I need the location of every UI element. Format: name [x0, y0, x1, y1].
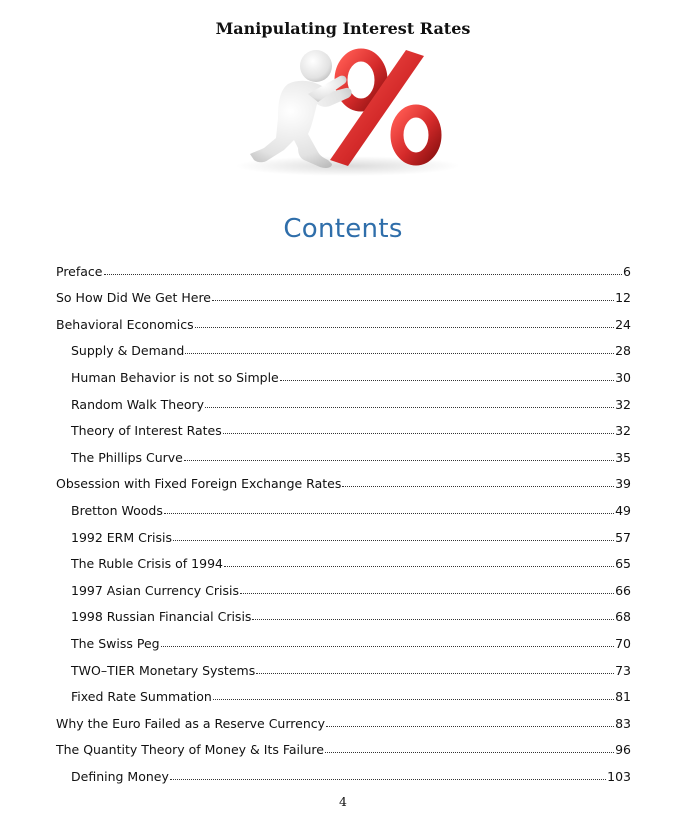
toc-entry-page-number[interactable]: 68	[615, 609, 631, 625]
toc-entry-label[interactable]: Obsession with Fixed Foreign Exchange Rates	[56, 476, 342, 492]
toc-entry[interactable]	[56, 704, 631, 731]
toc-entry-label[interactable]: 1992 ERM Crisis	[71, 529, 172, 545]
toc-entry[interactable]	[56, 624, 631, 651]
toc-entry-page-number[interactable]: 6	[623, 263, 631, 279]
toc-dot-leader	[326, 726, 614, 727]
toc-entry-page-number[interactable]: 103	[607, 768, 631, 784]
toc-entry-label[interactable]: Supply & Demand	[71, 343, 185, 359]
toc-entry[interactable]	[56, 412, 631, 439]
white-figure-icon	[250, 50, 352, 168]
toc-entry-page-number[interactable]: 73	[615, 662, 631, 678]
toc-entry[interactable]	[56, 518, 631, 545]
toc-dot-leader	[205, 407, 614, 408]
toc-entry-page-number[interactable]: 30	[615, 369, 631, 385]
toc-entry-label[interactable]: The Ruble Crisis of 1994	[71, 556, 223, 572]
toc-dot-leader	[173, 540, 614, 541]
toc-dot-leader	[256, 673, 614, 674]
toc-entry[interactable]	[56, 598, 631, 625]
toc-dot-leader	[195, 327, 614, 328]
toc-entry-label[interactable]: So How Did We Get Here	[56, 290, 211, 306]
toc-entry-page-number[interactable]: 81	[615, 689, 631, 705]
toc-entry-page-number[interactable]: 66	[615, 582, 631, 598]
toc-entry[interactable]	[56, 305, 631, 332]
toc-entry-label[interactable]: Behavioral Economics	[56, 316, 194, 332]
toc-entry-page-number[interactable]: 39	[615, 476, 631, 492]
toc-dot-leader	[252, 619, 614, 620]
toc-entry[interactable]	[56, 545, 631, 572]
toc-entry[interactable]	[56, 279, 631, 306]
toc-dot-leader	[185, 353, 614, 354]
toc-entry-label[interactable]: Random Walk Theory	[71, 396, 205, 412]
toc-entry-label[interactable]: TWO–TIER Monetary Systems	[71, 662, 256, 678]
toc-entry-label[interactable]: Theory of Interest Rates	[71, 423, 222, 439]
toc-dot-leader	[223, 433, 614, 434]
toc-entry[interactable]	[56, 252, 631, 279]
toc-entry-label[interactable]: Defining Money	[71, 768, 169, 784]
toc-entry[interactable]	[56, 678, 631, 705]
toc-dot-leader	[104, 274, 623, 275]
figure-pushing-percent-sign-icon	[228, 44, 458, 176]
toc-entry-page-number[interactable]: 65	[615, 556, 631, 572]
toc-entry-label[interactable]: Human Behavior is not so Simple	[71, 369, 279, 385]
toc-entry[interactable]	[56, 757, 631, 784]
toc-dot-leader	[240, 593, 614, 594]
toc-entry[interactable]	[56, 571, 631, 598]
toc-entry-label[interactable]: The Swiss Peg	[71, 635, 160, 651]
toc-entry-page-number[interactable]: 96	[615, 742, 631, 758]
toc-entry-label[interactable]: The Quantity Theory of Money & Its Failure	[56, 742, 324, 758]
toc-entry-label[interactable]: Why the Euro Failed as a Reserve Currency	[56, 715, 326, 731]
toc-entry-label[interactable]: The Phillips Curve	[71, 449, 183, 465]
toc-dot-leader	[164, 513, 614, 514]
table-of-contents	[56, 252, 631, 784]
toc-entry-label[interactable]: 1998 Russian Financial Crisis	[71, 609, 252, 625]
toc-dot-leader	[184, 460, 614, 461]
toc-entry-page-number[interactable]: 57	[615, 529, 631, 545]
toc-entry-page-number[interactable]: 70	[615, 635, 631, 651]
toc-entry-page-number[interactable]: 49	[615, 502, 631, 518]
toc-entry-page-number[interactable]: 12	[615, 290, 631, 306]
toc-dot-leader	[170, 779, 606, 780]
toc-dot-leader	[342, 486, 614, 487]
page-number: 4	[339, 794, 347, 809]
toc-dot-leader	[161, 646, 615, 647]
toc-entry-page-number[interactable]: 32	[615, 423, 631, 439]
toc-entry-label[interactable]: Preface	[56, 263, 103, 279]
toc-dot-leader	[224, 566, 614, 567]
toc-entry[interactable]	[56, 358, 631, 385]
toc-dot-leader	[280, 380, 614, 381]
toc-entry-label[interactable]: Fixed Rate Summation	[71, 689, 212, 705]
toc-dot-leader	[213, 699, 614, 700]
toc-dot-leader	[212, 300, 614, 301]
toc-entry-page-number[interactable]: 28	[615, 343, 631, 359]
toc-entry-page-number[interactable]: 32	[615, 396, 631, 412]
toc-entry[interactable]	[56, 465, 631, 492]
toc-entry-label[interactable]: 1997 Asian Currency Crisis	[71, 582, 240, 598]
percent-sign-icon	[330, 50, 435, 166]
toc-entry[interactable]	[56, 651, 631, 678]
contents-heading: Contents	[283, 214, 403, 244]
toc-entry[interactable]	[56, 491, 631, 518]
toc-entry-label[interactable]: Bretton Woods	[71, 502, 163, 518]
toc-entry[interactable]	[56, 332, 631, 359]
toc-dot-leader	[325, 752, 614, 753]
toc-entry-page-number[interactable]: 35	[615, 449, 631, 465]
page-header-title: Manipulating Interest Rates	[215, 19, 471, 38]
toc-entry[interactable]	[56, 438, 631, 465]
toc-entry-page-number[interactable]: 83	[615, 715, 631, 731]
toc-entry[interactable]	[56, 385, 631, 412]
toc-entry-page-number[interactable]: 24	[615, 316, 631, 332]
toc-entry[interactable]	[56, 731, 631, 758]
